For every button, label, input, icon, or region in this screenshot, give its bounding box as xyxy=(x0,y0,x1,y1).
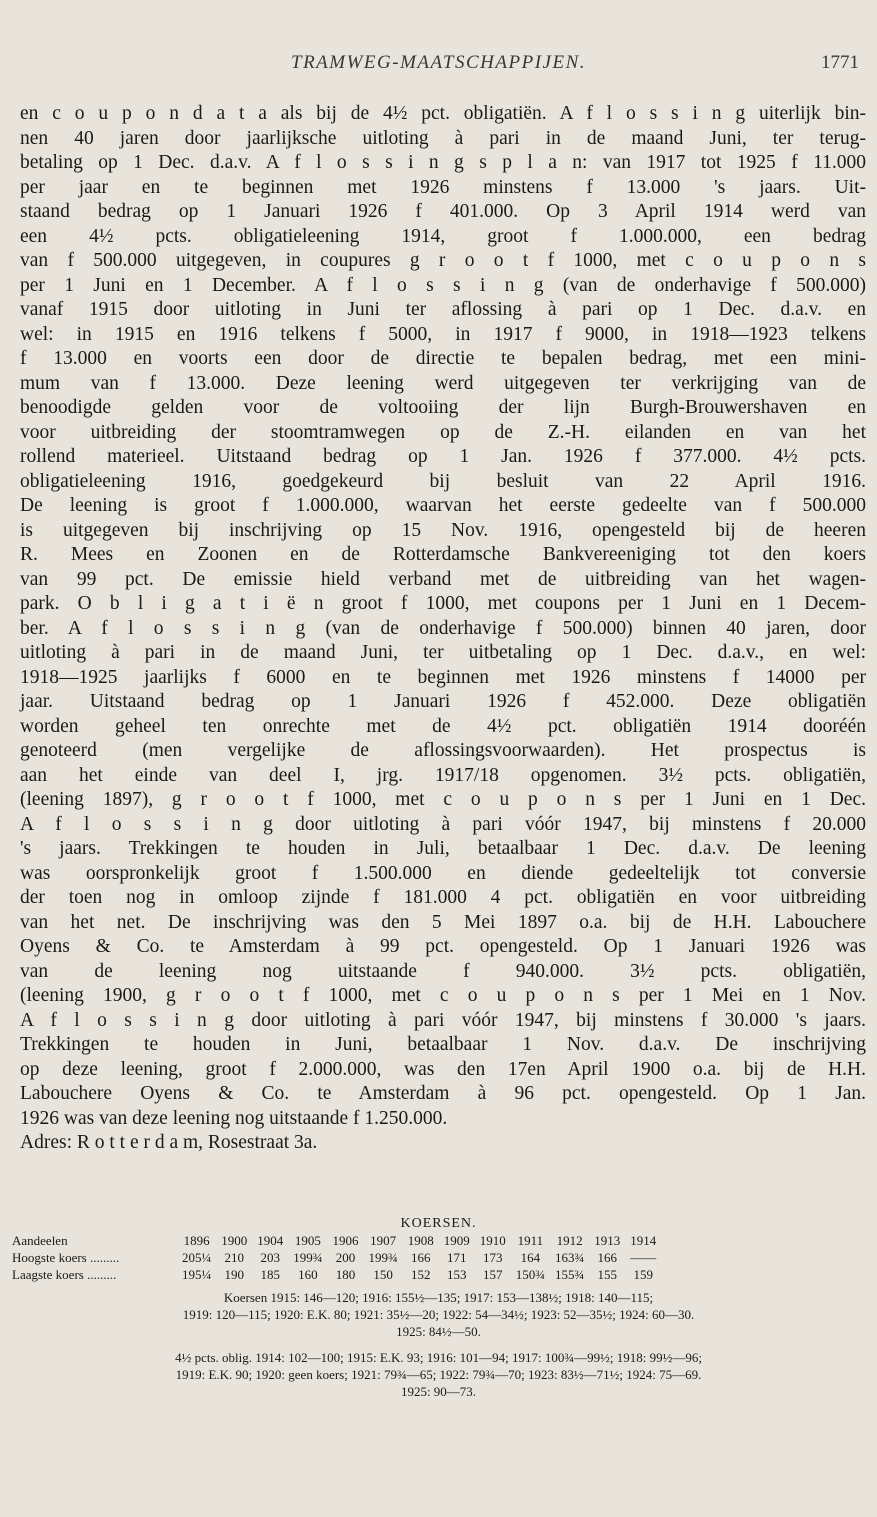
table-cell: 210 xyxy=(224,1250,244,1265)
text-line: van de leening nog uitstaande f 940.000. 3½ pcts. obligatiën, xyxy=(20,960,866,982)
table-row-label: Laagste koers ......... xyxy=(12,1267,117,1282)
text-line: mum van f 13.000. Deze leening werd uitgegeven ter verkrijging van de xyxy=(20,372,866,394)
table-cell: 166 xyxy=(411,1250,431,1265)
table-cell: 152 xyxy=(411,1267,431,1282)
text-line: van 99 pct. De emissie hield verband met de uitbreiding van het wagen- xyxy=(20,568,866,590)
text-line: van f 500.000 uitgegeven, in coupures g r o o t f 1000, met c o u p o n s xyxy=(20,250,866,271)
text-line: rollend materieel. Uitstaand bedrag op 1 Jan. 1926 f 377.000. 4½ pcts. xyxy=(20,446,866,467)
table-cell: 199¾ xyxy=(368,1250,398,1265)
table-year-cell: 1909 xyxy=(443,1233,470,1248)
text-line: (leening 1897), g r o o t f 1000, met c o u p o n s per 1 Juni en 1 Dec. xyxy=(20,789,866,810)
text-line: aan het einde van deel I, jrg. 1917/18 opgenomen. 3½ pcts. obligatiën, xyxy=(20,764,866,786)
text-line: was oorspronkelijk groot f 1.500.000 en diende gedeeltelijk tot conversie xyxy=(20,862,866,884)
table-cell: 185 xyxy=(260,1267,280,1282)
table-year-cell: 1914 xyxy=(630,1233,657,1248)
table-cell: 159 xyxy=(633,1267,653,1282)
text-line: nen 40 jaren door jaarlijksche uitloting à pari in de maand Juni, ter terug- xyxy=(20,127,866,149)
table-year-cell: 1913 xyxy=(594,1233,621,1248)
table-cell: 173 xyxy=(483,1250,503,1265)
text-line: uitloting à pari in de maand Juni, ter uitbetaling op 1 Dec. d.a.v., en wel: xyxy=(20,642,866,663)
text-line: park. O b l i g a t i ë n groot f 1000, met coupons per 1 Juni en 1 Decem- xyxy=(20,593,866,614)
running-title: TRAMWEG-MAATSCHAPPIJEN. xyxy=(291,52,586,73)
koersen-table xyxy=(12,1232,661,1283)
text-line: 1918—1925 jaarlijks f 6000 en te beginnen met 1926 minstens f 14000 per xyxy=(20,666,866,688)
table-cell: 155¾ xyxy=(555,1267,585,1282)
koers-line: 1919: E.K. 90; 1920: geen koers; 1921: 79¾—65; 1922: 79¾—70; 1923: 83½—71½; 1924: 75—69. xyxy=(175,1367,702,1382)
text-line: Adres: R o t t e r d a m, Rosestraat 3a. xyxy=(20,1132,318,1153)
text-line: benoodigde gelden voor de voltooiing der lijn Burgh-Brouwershaven en xyxy=(20,397,866,418)
text-line: voor uitbreiding der stoomtramwegen op de Z.-H. eilanden en van het xyxy=(20,421,866,443)
text-line: 's jaars. Trekkingen te houden in Juli, betaalbaar 1 Dec. d.a.v. De leening xyxy=(20,838,866,859)
table-row-label: Aandeelen xyxy=(12,1233,68,1248)
text-line: 1926 was van deze leening nog uitstaande f 1.250.000. xyxy=(20,1107,448,1129)
table-cell: 190 xyxy=(224,1267,244,1282)
table-cell: 157 xyxy=(483,1267,503,1282)
text-line: wel: in 1915 en 1916 telkens f 5000, in 1917 f 9000, in 1918—1923 telkens xyxy=(20,323,866,345)
table-cell: 171 xyxy=(447,1250,467,1265)
text-line: Oyens & Co. te Amsterdam à 99 pct. opengesteld. Op 1 Januari 1926 was xyxy=(20,936,866,957)
text-line: der toen nog in omloop zijnde f 181.000 4 pct. obligatiën en voor uitbreiding xyxy=(20,887,866,908)
table-cell: —— xyxy=(630,1250,657,1265)
text-line: vanaf 1915 door uitloting in Juni ter aflossing à pari op 1 Dec. d.a.v. en xyxy=(20,299,866,320)
table-header-row xyxy=(12,1232,661,1249)
text-line: en c o u p o n d a t a als bij de 4½ pct. obligatiën. A f l o s s i n g uiterlijk bin- xyxy=(20,103,866,124)
table-year-cell: 1908 xyxy=(407,1233,434,1248)
table-year-cell: 1896 xyxy=(183,1233,210,1248)
koers-line: 1919: 120—115; 1920: E.K. 80; 1921: 35½—20; 1922: 54—34½; 1923: 52—35½; 1924: 60—30. xyxy=(182,1307,695,1322)
text-line: per jaar en te beginnen met 1926 minstens f 13.000 's jaars. Uit- xyxy=(20,176,866,198)
text-line: (leening 1900, g r o o t f 1000, met c o u p o n s per 1 Mei en 1 Nov. xyxy=(20,985,866,1006)
koers-line: 4½ pcts. oblig. 1914: 102—100; 1915: E.K. 93; 1916: 101—94; 1917: 100¾—99½; 1918: 99½—96; xyxy=(175,1350,702,1365)
table-year-cell: 1904 xyxy=(257,1233,284,1248)
table-cell: 166 xyxy=(597,1250,617,1265)
table-cell: 203 xyxy=(260,1250,280,1265)
table-cell: 180 xyxy=(335,1267,356,1282)
table-year-cell: 1907 xyxy=(370,1233,397,1248)
koersen-title: KOERSEN. xyxy=(400,1216,477,1231)
text-line: op deze leening, groot f 2.000.000, was den 17en April 1900 o.a. bij de H.H. xyxy=(20,1058,866,1080)
table-cell: 164 xyxy=(520,1250,541,1265)
table-cell: 199¾ xyxy=(293,1250,323,1265)
table-cell: 205¼ xyxy=(182,1250,212,1265)
body-text xyxy=(20,102,866,1156)
text-line: Trekkingen te houden in Juni, betaalbaar 1 Nov. d.a.v. De inschrijving xyxy=(20,1034,866,1055)
table-cell: 195¼ xyxy=(182,1267,212,1282)
text-line: is uitgegeven bij inschrijving op 15 Nov. 1916, opengesteld bij de heeren xyxy=(20,519,866,541)
table-year-cell: 1906 xyxy=(332,1233,359,1248)
table-year-cell: 1911 xyxy=(517,1233,544,1248)
text-line: per 1 Juni en 1 December. A f l o s s i n g (van de onderhavige f 500.000) xyxy=(20,274,866,296)
table-row xyxy=(12,1266,661,1283)
table-cell: 150 xyxy=(373,1267,393,1282)
text-line: A f l o s s i n g door uitloting à pari vóór 1947, bij minstens f 30.000 's jaars. xyxy=(20,1009,866,1031)
table-cell: 200 xyxy=(335,1250,356,1265)
text-line: De leening is groot f 1.000.000, waarvan het eerste gedeelte van f 500.000 xyxy=(20,495,866,516)
table-year-cell: 1912 xyxy=(556,1233,583,1248)
text-line: van het net. De inschrijving was den 5 Mei 1897 o.a. bij de H.H. Labouchere xyxy=(20,911,866,933)
text-line: obligatieleening 1916, goedgekeurd bij besluit van 22 April 1916. xyxy=(20,470,866,492)
table-row xyxy=(12,1249,661,1266)
text-line: A f l o s s i n g door uitloting à pari vóór 1947, bij minstens f 20.000 xyxy=(20,813,866,835)
table-row-label: Hoogste koers ......... xyxy=(12,1250,120,1265)
table-cell: 153 xyxy=(447,1267,467,1282)
text-line: jaar. Uitstaand bedrag op 1 Januari 1926 f 452.000. Deze obligatiën xyxy=(20,691,866,712)
text-line: R. Mees en Zoonen en de Rotterdamsche Bankvereeniging tot den koers xyxy=(20,544,866,565)
text-line: worden geheel ten onrechte met de 4½ pct. obligatiën 1914 dooréén xyxy=(20,715,866,737)
table-year-cell: 1900 xyxy=(221,1233,248,1248)
page-number: 1771 xyxy=(821,52,859,73)
text-line: staand bedrag op 1 Januari 1926 f 401.000. Op 3 April 1914 werd van xyxy=(20,201,866,222)
koers-line: 1925: 84½—50. xyxy=(396,1324,481,1339)
table-cell: 150¾ xyxy=(515,1267,545,1282)
koers-line: Koersen 1915: 146—120; 1916: 155½—135; 1917: 153—138½; 1918: 140—115; xyxy=(223,1290,654,1305)
table-cell: 160 xyxy=(298,1267,318,1282)
text-line: genoteerd (men vergelijke de aflossingsvoorwaarden). Het prospectus is xyxy=(20,740,866,761)
text-line: ber. A f l o s s i n g (van de onderhavige f 500.000) binnen 40 jaren, door xyxy=(20,617,866,639)
text-line: f 13.000 en voorts een door de directie te bepalen bedrag, met een mini- xyxy=(20,348,866,369)
koers-line: 1925: 90—73. xyxy=(400,1384,477,1399)
table-cell: 163¾ xyxy=(555,1250,585,1265)
text-line: Labouchere Oyens & Co. te Amsterdam à 96 pct. opengesteld. Op 1 Jan. xyxy=(20,1083,866,1104)
text-line: een 4½ pcts. obligatieleening 1914, groot f 1.000.000, een bedrag xyxy=(20,225,866,247)
table-cell: 155 xyxy=(597,1267,617,1282)
table-year-cell: 1910 xyxy=(479,1233,506,1248)
text-line: betaling op 1 Dec. d.a.v. A f l o s s i n g s p l a n: van 1917 tot 1925 f 11.000 xyxy=(20,152,866,173)
table-year-cell: 1905 xyxy=(294,1233,321,1248)
